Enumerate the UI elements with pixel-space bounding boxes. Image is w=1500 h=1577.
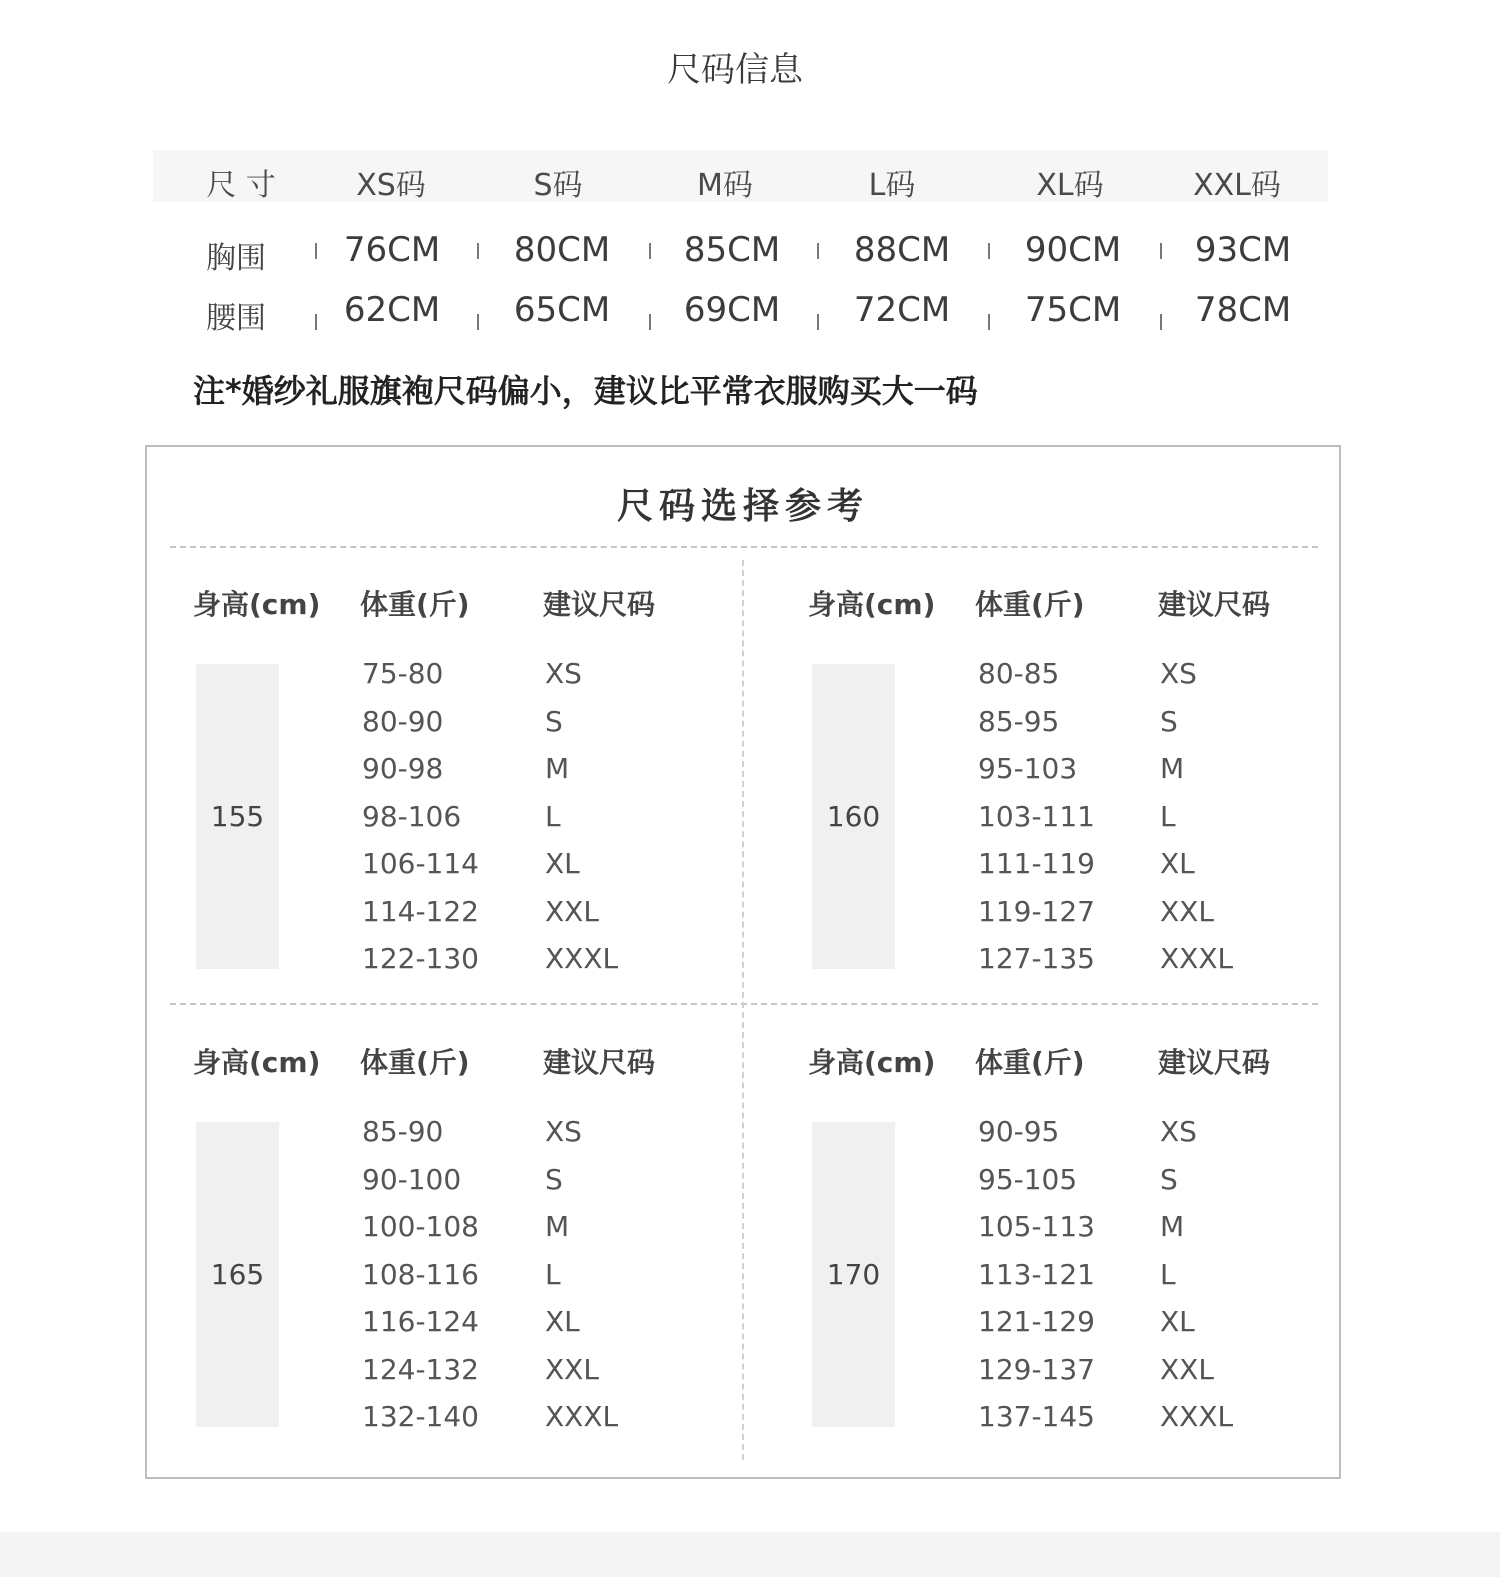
weight-range: 80-85 — [978, 657, 1060, 690]
size-header-xl: XL码 — [1036, 168, 1104, 203]
weight-range: 80-90 — [362, 705, 444, 738]
suggested-size: XL — [545, 1305, 580, 1338]
weight-range: 116-124 — [362, 1305, 479, 1338]
suggested-size: XS — [1160, 1115, 1197, 1148]
suggested-size: S — [1160, 1163, 1178, 1196]
chest-xl: 90CM — [1024, 230, 1122, 270]
weight-range: 90-95 — [978, 1115, 1060, 1148]
divider-middle — [170, 1003, 1318, 1005]
weight-range: 95-103 — [978, 752, 1078, 785]
suggested-size: XXXL — [545, 942, 619, 975]
size-header-s: S码 — [533, 168, 583, 203]
col-weight-label: 体重(斤) — [975, 1046, 1085, 1079]
col-size-label: 建议尺码 — [543, 588, 656, 621]
weight-range: 119-127 — [978, 895, 1095, 928]
size-header-label: 尺 寸 — [206, 168, 276, 203]
suggested-size: XL — [545, 847, 580, 880]
waist-xxl: 78CM — [1194, 290, 1292, 330]
suggested-size: XXL — [545, 895, 599, 928]
waist-label: 腰围 — [206, 301, 266, 336]
weight-range: 90-100 — [362, 1163, 462, 1196]
weight-range: 132-140 — [362, 1400, 479, 1433]
suggested-size: S — [1160, 705, 1178, 738]
weight-range: 90-98 — [362, 752, 444, 785]
col-height-label: 身高(cm) — [193, 588, 321, 621]
waist-xl: 75CM — [1024, 290, 1122, 330]
row-separator — [1160, 243, 1162, 259]
size-header-xs: XS码 — [356, 168, 426, 203]
height-value: 155 — [196, 664, 279, 969]
row-separator — [988, 243, 990, 259]
weight-range: 122-130 — [362, 942, 479, 975]
suggested-size: L — [1160, 1258, 1176, 1291]
suggested-size: XS — [1160, 657, 1197, 690]
weight-range: 121-129 — [978, 1305, 1095, 1338]
size-note: 注*婚纱礼服旗袍尺码偏小，建议比平常衣服购买大一码 — [193, 372, 978, 410]
size-header-l: L码 — [868, 168, 916, 203]
waist-l: 72CM — [853, 290, 951, 330]
weight-range: 105-113 — [978, 1210, 1095, 1243]
waist-s: 65CM — [513, 290, 611, 330]
weight-range: 95-105 — [978, 1163, 1078, 1196]
row-separator — [477, 243, 479, 259]
size-header-m: M码 — [697, 168, 753, 203]
chest-m: 85CM — [683, 230, 781, 270]
suggested-size: S — [545, 705, 563, 738]
divider-vertical — [742, 560, 744, 1460]
suggested-size: S — [545, 1163, 563, 1196]
weight-range: 100-108 — [362, 1210, 479, 1243]
page-title: 尺码信息 — [667, 50, 803, 90]
chest-xs: 76CM — [343, 230, 441, 270]
row-separator — [477, 314, 479, 330]
suggested-size: XXXL — [1160, 1400, 1234, 1433]
weight-range: 85-95 — [978, 705, 1060, 738]
chest-xxl: 93CM — [1194, 230, 1292, 270]
weight-range: 98-106 — [362, 800, 462, 833]
chest-l: 88CM — [853, 230, 951, 270]
row-separator — [817, 243, 819, 259]
suggested-size: L — [1160, 800, 1176, 833]
waist-xs: 62CM — [343, 290, 441, 330]
waist-m: 69CM — [683, 290, 781, 330]
col-height-label: 身高(cm) — [193, 1046, 321, 1079]
row-separator — [988, 314, 990, 330]
suggested-size: M — [545, 752, 570, 785]
size-header-xxl: XXL码 — [1193, 168, 1281, 203]
suggested-size: L — [545, 800, 561, 833]
suggested-size: XS — [545, 1115, 582, 1148]
chest-label: 胸围 — [206, 241, 266, 276]
col-size-label: 建议尺码 — [1158, 1046, 1271, 1079]
weight-range: 114-122 — [362, 895, 479, 928]
weight-range: 111-119 — [978, 847, 1095, 880]
bottom-strip — [0, 1532, 1500, 1577]
suggested-size: XL — [1160, 847, 1195, 880]
weight-range: 137-145 — [978, 1400, 1095, 1433]
suggested-size: XXXL — [1160, 942, 1234, 975]
suggested-size: XL — [1160, 1305, 1195, 1338]
suggested-size: XXL — [545, 1353, 599, 1386]
row-separator — [817, 314, 819, 330]
chest-s: 80CM — [513, 230, 611, 270]
suggested-size: L — [545, 1258, 561, 1291]
weight-range: 75-80 — [362, 657, 444, 690]
suggested-size: M — [1160, 1210, 1185, 1243]
col-weight-label: 体重(斤) — [360, 1046, 470, 1079]
col-size-label: 建议尺码 — [543, 1046, 656, 1079]
col-height-label: 身高(cm) — [808, 588, 936, 621]
col-size-label: 建议尺码 — [1158, 588, 1271, 621]
weight-range: 106-114 — [362, 847, 479, 880]
suggested-size: M — [545, 1210, 570, 1243]
row-separator — [1160, 314, 1162, 330]
col-weight-label: 体重(斤) — [360, 588, 470, 621]
height-value: 160 — [812, 664, 895, 969]
weight-range: 108-116 — [362, 1258, 479, 1291]
weight-range: 103-111 — [978, 800, 1095, 833]
row-separator — [649, 314, 651, 330]
weight-range: 124-132 — [362, 1353, 479, 1386]
weight-range: 113-121 — [978, 1258, 1095, 1291]
suggested-size: XXL — [1160, 895, 1214, 928]
col-height-label: 身高(cm) — [808, 1046, 936, 1079]
height-value: 165 — [196, 1122, 279, 1427]
suggested-size: XXXL — [545, 1400, 619, 1433]
weight-range: 127-135 — [978, 942, 1095, 975]
height-value: 170 — [812, 1122, 895, 1427]
suggested-size: XS — [545, 657, 582, 690]
weight-range: 129-137 — [978, 1353, 1095, 1386]
reference-title: 尺码选择参考 — [616, 486, 869, 527]
row-separator — [649, 243, 651, 259]
col-weight-label: 体重(斤) — [975, 588, 1085, 621]
suggested-size: M — [1160, 752, 1185, 785]
divider-top — [170, 546, 1318, 548]
weight-range: 85-90 — [362, 1115, 444, 1148]
suggested-size: XXL — [1160, 1353, 1214, 1386]
